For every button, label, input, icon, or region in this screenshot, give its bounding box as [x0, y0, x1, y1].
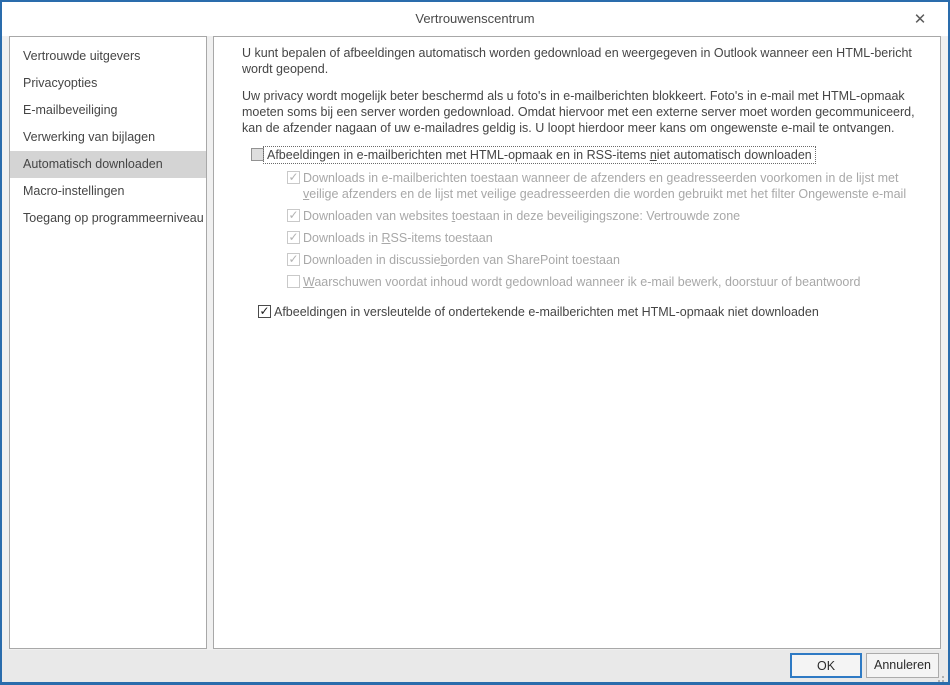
sidebar-item-automatisch-downloaden[interactable]: Automatisch downloaden	[10, 151, 206, 178]
accelerator-key: R	[381, 231, 391, 245]
label-text: Downloaden in discussie	[303, 253, 441, 267]
allow-trusted-zone-checkbox	[287, 209, 300, 222]
warn-before-download-row	[287, 274, 926, 290]
accelerator-key: v	[303, 187, 310, 201]
accelerator-key: W	[303, 275, 315, 289]
allow-rss-row	[287, 230, 926, 246]
sidebar-item-macro-instellingen[interactable]: Macro-instellingen	[23, 184, 125, 198]
allow-safe-senders-checkbox	[287, 171, 300, 184]
allow-safe-senders-label	[300, 170, 926, 202]
encrypted-no-download-checkbox[interactable]	[258, 305, 271, 318]
warn-before-download-label	[300, 274, 864, 290]
allow-trusted-zone-label	[300, 208, 743, 224]
intro-paragraph: U kunt bepalen of afbeeldingen automatisch worden gedownload en weergegeven in Outlook wanneer een HTML-bericht wordt geopend.	[242, 46, 912, 76]
allow-rss-checkbox	[287, 231, 300, 244]
label-text: Downloads in e-mailberichten toestaan wanneer de afzenders en geadresseerden voorkomen in de lijst met	[303, 171, 899, 185]
cancel-button[interactable]: Annuleren	[866, 653, 939, 678]
allow-sharepoint-label	[300, 252, 623, 268]
privacy-paragraph: Uw privacy wordt mogelijk beter beschermd als u foto's in e-mailberichten blokkeert. Foto's in e-mail met HTML-opmaak moeten soms bij een server worden gedownload. Omdat hiervoor met een externe server moet worden gecommuniceerd, kan de afzender nagaan of uw e-mailadres geldig is. U loopt hierdoor meer kans om ongewenste e-mail te ontvangen.	[242, 89, 915, 135]
allow-rss-label	[300, 230, 496, 246]
label-text: aarschuwen voordat inhoud wordt gedownload wanneer ik e-mail bewerk, doorstuur of beantwoord	[314, 275, 861, 289]
no-auto-download-row	[251, 147, 926, 163]
allow-sharepoint-row	[287, 252, 926, 268]
no-auto-download-checkbox[interactable]	[251, 148, 264, 161]
dialog-title: Vertrouwenscentrum	[415, 11, 535, 26]
label-text: orden van SharePoint toestaan	[447, 253, 620, 267]
allow-safe-senders-row	[287, 170, 926, 202]
label-text: oestaan in deze beveiligingszone: Vertrouwde zone	[455, 209, 741, 223]
label-text: Downloaden van websites	[303, 209, 452, 223]
label-text: SS-items toestaan	[390, 231, 493, 245]
allow-sharepoint-checkbox	[287, 253, 300, 266]
allow-trusted-zone-row	[287, 208, 926, 224]
encrypted-no-download-row	[258, 304, 926, 320]
sidebar-item-verwerking-van-bijlagen[interactable]: Verwerking van bijlagen	[23, 130, 156, 144]
warn-before-download-checkbox	[287, 275, 300, 288]
encrypted-no-download-label: Afbeeldingen in versleutelde of ondertekende e-mailberichten met HTML-opmaak niet downloaden	[274, 305, 819, 319]
resize-grip[interactable]	[942, 676, 944, 678]
no-auto-download-label	[264, 147, 815, 163]
label-text: Afbeeldingen in e-mailberichten met HTML-opmaak en in RSS-items	[267, 148, 650, 162]
main-panel	[213, 36, 941, 649]
title-bar	[2, 2, 948, 36]
label-text: eilige afzenders en de lijst met veilige geadresseerden die worden gebruikt met het filter Ongewenste e-mail	[309, 187, 907, 201]
sidebar-item-toegang-programmeerniveau[interactable]: Toegang op programmeerniveau	[23, 211, 204, 225]
sidebar-item-emailbeveiliging[interactable]: E-mailbeveiliging	[23, 103, 118, 117]
footer-bar	[2, 650, 948, 682]
sidebar-item-privacyopties[interactable]: Privacyopties	[23, 76, 98, 90]
label-text: iet automatisch downloaden	[656, 148, 812, 162]
accelerator-key: b	[440, 253, 448, 267]
close-icon[interactable]: ✕	[913, 11, 927, 28]
sidebar-item-vertrouwde-uitgevers[interactable]: Vertrouwde uitgevers	[23, 49, 141, 63]
ok-button[interactable]: OK	[790, 653, 862, 678]
accelerator-key: t	[451, 209, 456, 223]
label-text: Downloads in	[303, 231, 382, 245]
accelerator-key: n	[649, 148, 657, 162]
sidebar	[9, 36, 207, 649]
